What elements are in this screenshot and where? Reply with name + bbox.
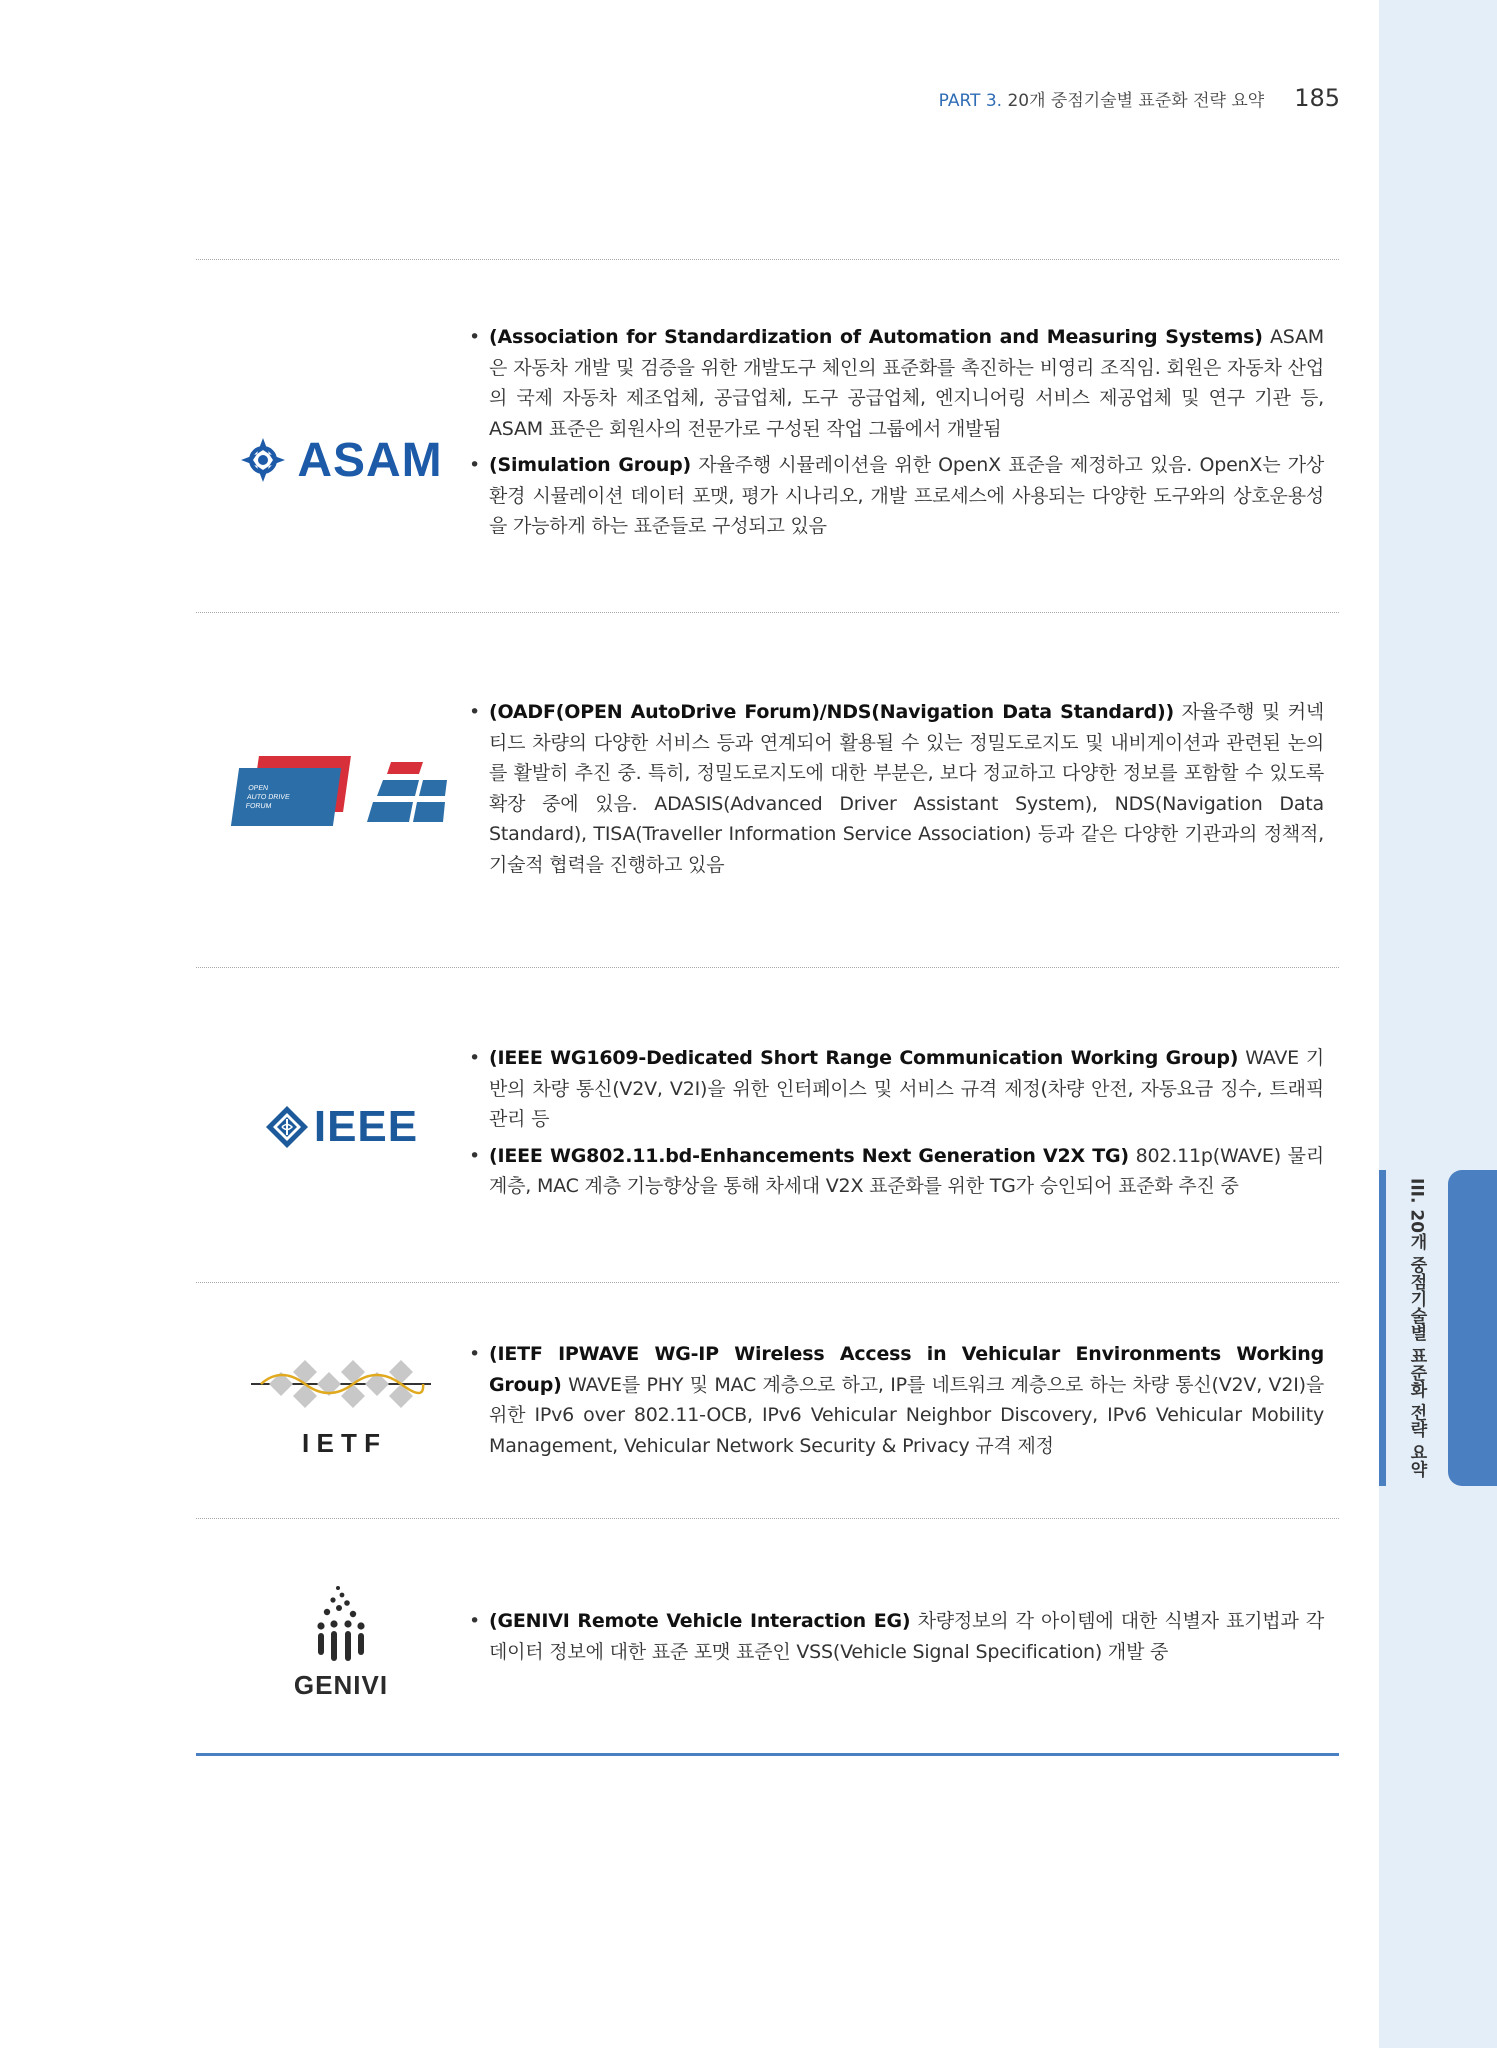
bullet-body: 802.11p(WAVE) 물리계층, MAC 계층 기능향상을 통해 차세대 V2X 표준화를 위한 TG가 승인되어 표준화 추진 중 (489, 1144, 1324, 1197)
oadf-description (467, 697, 1324, 886)
genivi-description (467, 1606, 1324, 1673)
oadf-nds-logo (196, 752, 486, 836)
section-divider (196, 612, 1339, 613)
bullet-body: WAVE를 PHY 및 MAC 계층으로 하고, IP를 네트워크 계층으로 하는 차량 통신(V2V, V2I)을 위한 IPv6 over 802.11-OCB, IPv6 Vehicular Neighbor Discovery, IPv6 Vehicular Mobility Management, Vehicular Network Security & Privacy 규격 제정 (489, 1373, 1324, 1457)
oadf-logo-line: AUTO DRIVE (246, 793, 291, 801)
asam-logo (196, 418, 486, 502)
genivi-logo (196, 1582, 486, 1702)
section-divider (196, 967, 1339, 968)
oadf-blue-card (231, 768, 341, 826)
part-label: PART 3. (938, 91, 1003, 111)
bullet-body: 자율주행 시뮬레이션을 위한 OpenX 표준을 제정하고 있음. OpenX는 가상환경 시뮬레이션 데이터 포맷, 평가 시나리오, 개발 프로세스에 사용되는 다양한 도구와의 상호운용성을 가능하게 하는 표준들로 구성되고 있음 (489, 454, 1324, 537)
bullet-title: (OADF(OPEN AutoDrive Forum)/NDS(Navigation Data Standard)) (489, 701, 1174, 723)
side-chapter-tab[interactable] (1448, 1170, 1497, 1486)
side-tab-line (1379, 1170, 1386, 1486)
bullet-title: (Simulation Group) (489, 454, 692, 476)
asam-compass-icon (239, 436, 287, 484)
list-item (467, 322, 1324, 444)
oadf-logo-line: FORUM (245, 802, 272, 810)
page-header (939, 84, 1340, 112)
asam-wordmark: ASAM (297, 433, 443, 487)
genivi-wordmark: GENIVI (293, 1669, 389, 1700)
ieee-wordmark: IEEE (313, 1102, 419, 1151)
list-item (467, 450, 1324, 542)
list-item (467, 1141, 1324, 1202)
side-band (1379, 0, 1497, 2048)
section-divider (196, 1282, 1339, 1283)
ietf-description (467, 1339, 1324, 1467)
genivi-dots-icon (311, 1584, 371, 1666)
bottom-rule (196, 1753, 1339, 1756)
bullet-title: (GENIVI Remote Vehicle Interaction EG) (489, 1610, 911, 1632)
list-item (467, 1043, 1324, 1135)
ieee-diamond-icon (264, 1104, 310, 1150)
ietf-diamond-wave-icon (251, 1356, 431, 1416)
ieee-description (467, 1043, 1324, 1208)
list-item (467, 1606, 1324, 1667)
list-item (467, 1339, 1324, 1461)
section-divider (196, 1518, 1339, 1519)
list-item (467, 697, 1324, 880)
bullet-title: (IEEE WG802.11.bd-Enhancements Next Generation V2X TG) (489, 1144, 1129, 1167)
bullet-title: (IEEE WG1609-Dedicated Short Range Communication Working Group) (489, 1047, 1239, 1069)
bullet-body: ASAM은 자동차 개발 및 검증을 위한 개발도구 체인의 표준화를 촉진하는 비영리 조직임. 회원은 자동차 산업의 국제 자동차 제조업체, 공급업체, 도구 공급업체, 엔지니어링 서비스 제공업체 및 연구 기관 등, ASAM 표준은 회원사의 전문가로 구성된 작업 그룹에서 개발됨 (489, 326, 1325, 440)
bullet-title: (Association for Standardization of Automation and Measuring Systems) (489, 326, 1263, 348)
oadf-logo-line: OPEN (247, 784, 269, 792)
section-divider (196, 259, 1339, 260)
bullet-body: 자율주행 및 커넥티드 차량의 다양한 서비스 등과 연계되어 활용될 수 있는 정밀도로지도 및 내비게이션과 관련된 논의를 활발히 추진 중. 특히, 정밀도로지도에 대한 부분은, 보다 정교하고 다양한 정보를 포함할 수 있도록 확장 중에 있음. ADASIS(Advanced Driver Assistant System), NDS(Navigation Data Standard), TISA(Traveller Information Service Association) 등과 같은 다양한 기관과의 정책적, 기술적 협력을 진행하고 있음 (489, 701, 1325, 876)
side-chapter-label: III. 20개 중점기술별 표준화 전략 요약 (1406, 1178, 1427, 1478)
nds-logo-icon (361, 762, 451, 832)
part-title: 20개 중점기술별 표준화 전략 요약 (1007, 91, 1265, 111)
asam-description (467, 322, 1324, 548)
ieee-logo (196, 1092, 486, 1162)
bullet-body: 차량정보의 각 아이템에 대한 식별자 표기법과 각 데이터 정보에 대한 표준 포맷 표준인 VSS(Vehicle Signal Specification) 개발 중 (489, 1610, 1324, 1663)
page-number: 185 (1294, 84, 1340, 112)
ietf-logo (196, 1352, 486, 1462)
ietf-wordmark: I E T F (302, 1427, 380, 1458)
bullet-title: (IETF IPWAVE WG-IP Wireless Access in Vehicular Environments Working Group) (489, 1343, 1324, 1396)
bullet-body: WAVE 기반의 차량 통신(V2V, V2I)을 위한 인터페이스 및 서비스 규격 제정(차량 안전, 자동요금 징수, 트래픽 관리 등 (489, 1047, 1324, 1130)
running-head (939, 86, 1265, 111)
